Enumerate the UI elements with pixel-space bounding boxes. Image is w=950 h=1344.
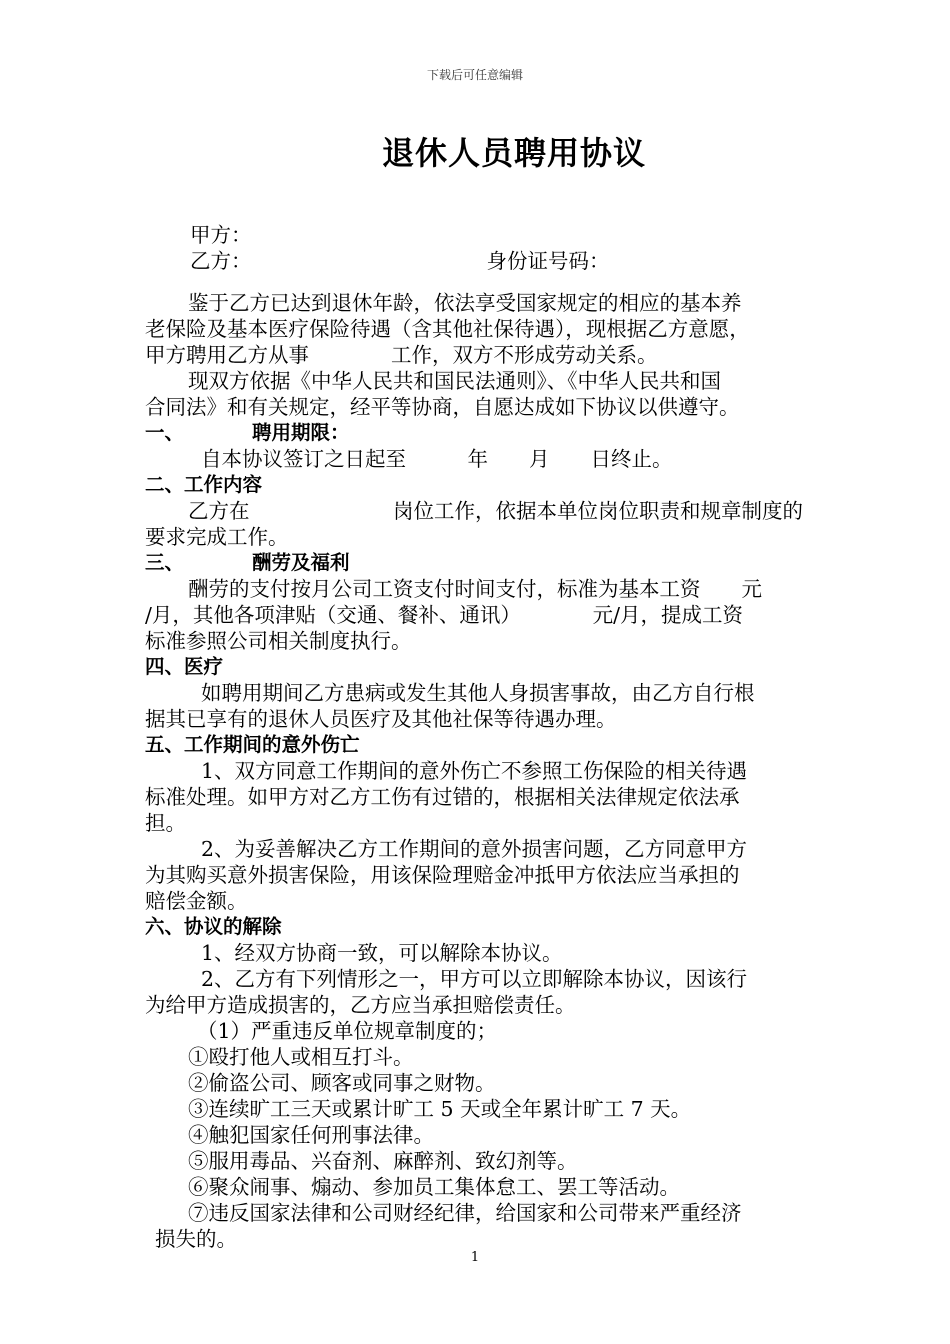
- list-item: ④触犯国家任何刑事法律。: [188, 1123, 434, 1147]
- section-6-heading: 六、协议的解除: [145, 915, 282, 938]
- section-title: 聘用期限：: [252, 421, 350, 444]
- section-5-text: 担。: [145, 811, 186, 835]
- document-body: [145, 222, 810, 1252]
- intro-line: 鉴于乙方已达到退休年龄，依法享受国家规定的相应的基本养: [188, 291, 742, 315]
- section-3-text: 酬劳的支付按月公司工资支付时间支付，标准为基本工资 元: [188, 577, 762, 601]
- section-4-text: 如聘用期间乙方患病或发生其他人身损害事故，由乙方自行根: [201, 681, 755, 705]
- list-item: 损失的。: [155, 1227, 237, 1251]
- section-5-text: 为其购买意外损害保险，用该保险理赔金冲抵甲方依法应当承担的: [145, 863, 740, 887]
- section-6-text: 2、乙方有下列情形之一，甲方可以立即解除本协议，因该行: [201, 967, 748, 991]
- section-5-text: 标准处理。如甲方对乙方工伤有过错的，根据相关法律规定依法承: [145, 785, 740, 809]
- intro-line: 合同法》和有关规定，经平等协商，自愿达成如下协议以供遵守。: [145, 395, 740, 419]
- section-title: 酬劳及福利: [252, 551, 350, 574]
- section-5-heading: 五、工作期间的意外伤亡: [145, 733, 360, 756]
- section-3-text: 标准参照公司相关制度执行。: [145, 629, 412, 653]
- page-number: 1: [470, 1250, 480, 1265]
- party-b-row: [145, 248, 810, 274]
- list-item: ③连续旷工三天或累计旷工 5 天或全年累计旷工 7 天。: [188, 1097, 692, 1121]
- intro-line: 甲方聘用乙方从事 工作，双方不形成劳动关系。: [145, 343, 658, 367]
- list-item: ⑦违反国家法律和公司财经纪律，给国家和公司带来严重经济: [188, 1201, 742, 1225]
- section-4-text: 据其已享有的退休人员医疗及其他社保等待遇办理。: [145, 707, 617, 731]
- id-number-label: 身份证号码：: [486, 249, 610, 273]
- section-5-text: 赔偿金额。: [145, 889, 248, 913]
- section-6-text: 为给甲方造成损害的，乙方应当承担赔偿责任。: [145, 993, 576, 1017]
- section-5-text: 1、双方同意工作期间的意外伤亡不参照工伤保险的相关待遇: [201, 759, 748, 783]
- list-item: ①殴打他人或相互打斗。: [188, 1045, 414, 1069]
- section-2-text: 乙方在 岗位工作，依据本单位岗位职责和规章制度的: [188, 499, 803, 523]
- document-title: 退休人员聘用协议: [381, 134, 646, 172]
- section-number: 一、: [145, 421, 185, 444]
- section-6-text: （1）严重违反单位规章制度的；: [197, 1019, 498, 1043]
- section-4-heading: 四、医疗: [145, 655, 224, 678]
- section-5-text: 2、为妥善解决乙方工作期间的意外损害问题，乙方同意甲方: [201, 837, 748, 861]
- section-3-text: /月，其他各项津贴（交通、餐补、通讯） 元/月，提成工资: [145, 603, 744, 627]
- section-number: 三、: [145, 551, 185, 574]
- list-item: ⑥聚众闹事、煽动、参加员工集体怠工、罢工等活动。: [188, 1175, 680, 1199]
- list-item: ②偷盗公司、顾客或同事之财物。: [188, 1071, 496, 1095]
- party-b-label: 乙方：: [190, 249, 252, 273]
- section-6-text: 1、经双方协商一致，可以解除本协议。: [201, 941, 563, 965]
- list-item: ⑤服用毒品、兴奋剂、麻醉剂、致幻剂等。: [188, 1149, 578, 1173]
- section-3-heading: [145, 550, 810, 576]
- intro-line: 现双方依据《中华人民共和国民法通则》、《中华人民共和国: [188, 369, 721, 393]
- section-1-heading: [145, 420, 810, 446]
- intro-line: 老保险及基本医疗保险待遇（含其他社保待遇），现根据乙方意愿，: [145, 317, 750, 341]
- section-1-text: 自本协议签订之日起至 年 月 日终止。: [201, 447, 673, 471]
- section-2-text: 要求完成工作。: [145, 525, 289, 549]
- section-2-heading: 二、工作内容: [145, 473, 263, 496]
- page-header: 下载后可任意编辑: [426, 68, 523, 82]
- party-a-label: 甲方：: [190, 223, 252, 247]
